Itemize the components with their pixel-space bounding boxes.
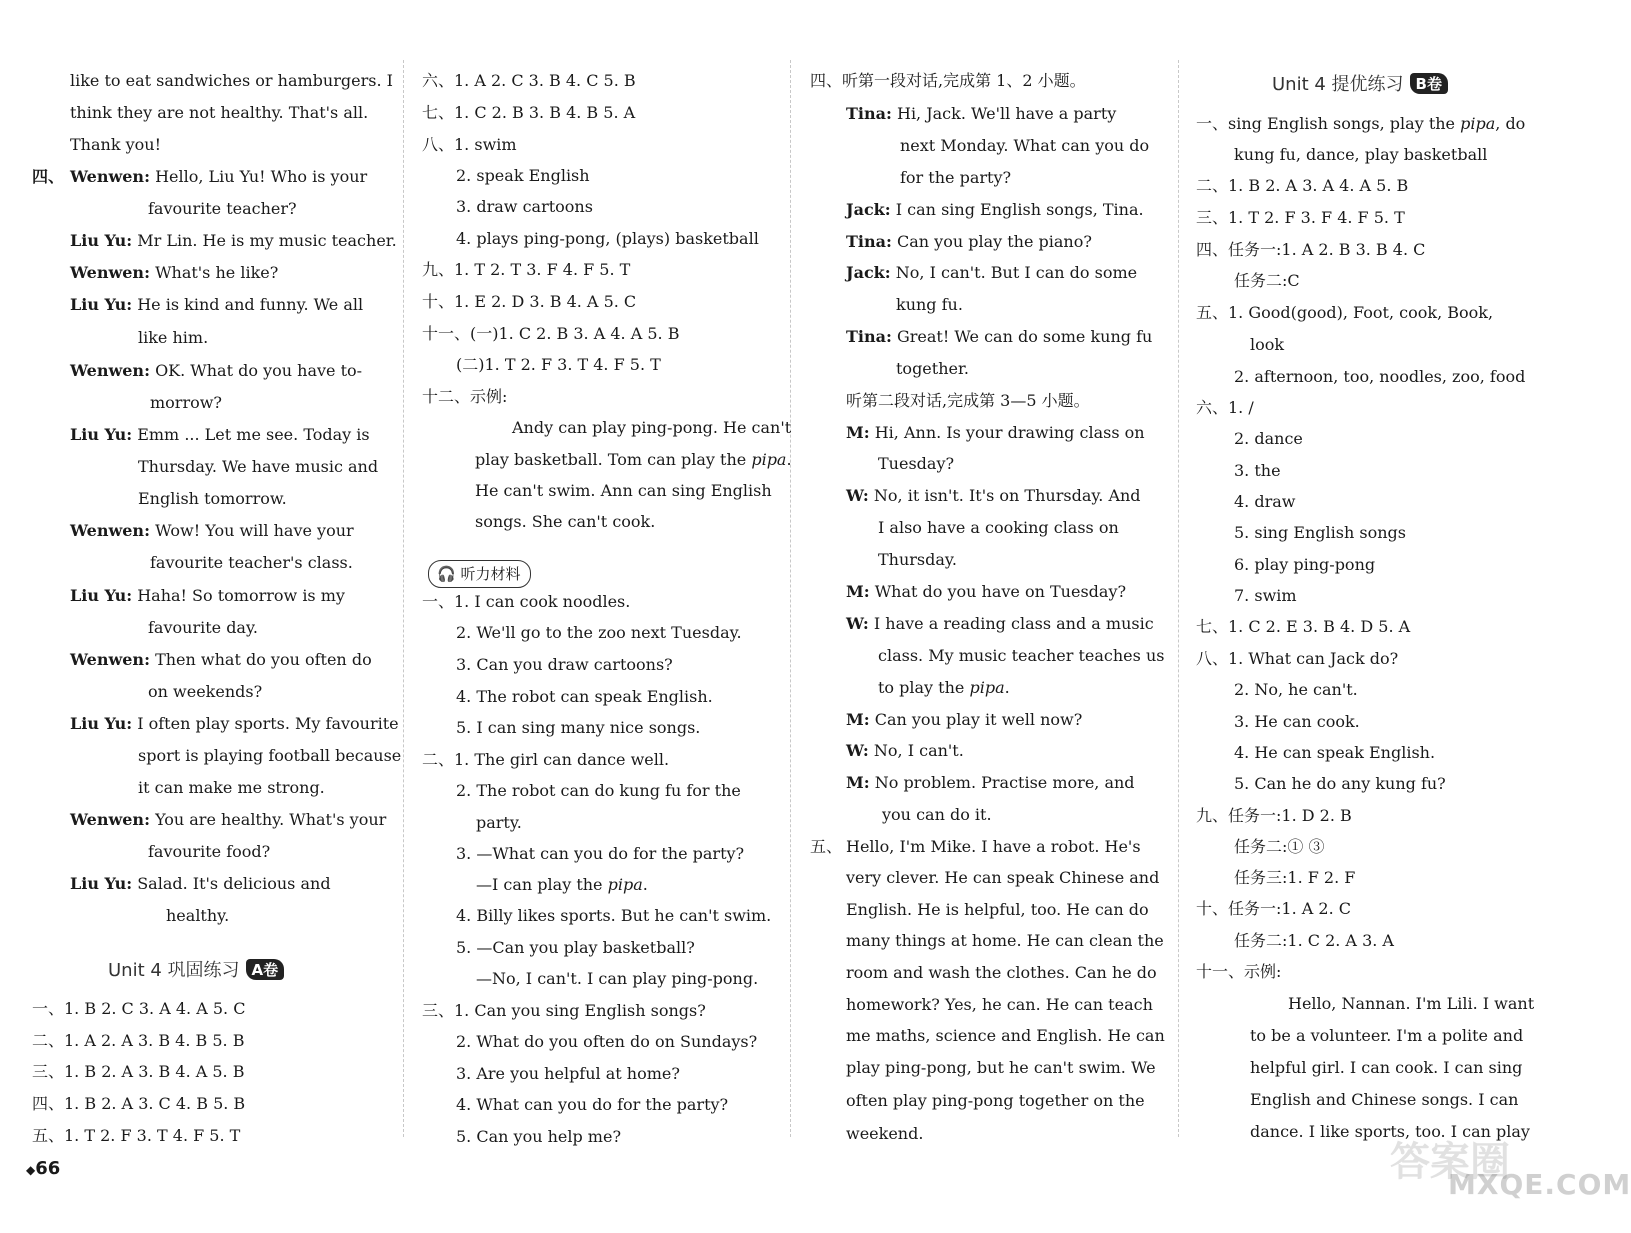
answer-item: 3. draw cartoons — [456, 197, 593, 216]
answer-row: 四、任务一:1. A 2. B 3. B 4. C — [1196, 240, 1426, 259]
leaf-icon: ◆ — [26, 1163, 36, 1177]
speaker-name: W: — [846, 486, 869, 505]
script-line: 3. Are you helpful at home? — [456, 1064, 680, 1083]
script-line: 5. —Can you play basketball? — [456, 938, 695, 957]
speech-text: morrow? — [150, 393, 223, 412]
answer-item: look — [1250, 335, 1285, 354]
speech-text: Salad. It's delicious and — [137, 874, 331, 893]
dialogue-line — [70, 360, 362, 382]
speech-text: next Monday. What can you do — [900, 136, 1150, 155]
section-number: 五、 — [810, 837, 843, 856]
speaker-name: Jack: — [846, 263, 891, 282]
script-line: 4. What can you do for the party? — [456, 1095, 729, 1114]
speech-text: No, it isn't. It's on Thursday. And — [873, 486, 1141, 505]
answer-item: 7. swim — [1234, 586, 1297, 605]
answer-row: 九、任务一:1. D 2. B — [1196, 806, 1352, 825]
speech-text: No, I can't. But I can do some — [895, 263, 1138, 282]
speech-text: Great! We can do some kung fu — [896, 327, 1153, 346]
answer-row: 三、1. B 2. A 3. B 4. A 5. B — [32, 1062, 245, 1081]
answer-item: 任务二:① ③ — [1234, 837, 1325, 856]
dialogue-line — [70, 424, 370, 446]
speech-text: I have a reading class and a music — [873, 614, 1154, 633]
answer-item: 任务二:C — [1234, 271, 1300, 290]
speaker-name: Tina: — [846, 232, 892, 251]
dialogue-line — [70, 713, 399, 735]
speaker-name: Wenwen: — [70, 810, 150, 829]
speaker-name: W: — [846, 614, 869, 633]
script-line: 3. —What can you do for the party? — [456, 844, 745, 863]
answer-item: 任务二:1. C 2. A 3. A — [1234, 931, 1394, 950]
speech-text: Hi, Ann. Is your drawing class on — [874, 423, 1145, 442]
dialogue-line — [846, 485, 1141, 507]
paragraph-line: English. He is helpful, too. He can do — [846, 900, 1149, 919]
speech-text: You are healthy. What's your — [155, 810, 387, 829]
speech-text: Hi, Jack. We'll have a party — [896, 104, 1117, 123]
speech-text: on weekends? — [148, 682, 263, 701]
script-line: 2. The robot can do kung fu for the — [456, 781, 741, 800]
speech-text: Haha! So tomorrow is my — [137, 586, 345, 605]
section-heading: 四、听第一段对话,完成第 1、2 小题。 — [810, 71, 1086, 90]
sample-text: Andy can play ping-pong. He can't — [512, 418, 792, 437]
listening-label-text: 听力材料 — [460, 565, 521, 583]
script-line: party. — [476, 813, 522, 832]
speech-text: Can you play it well now? — [874, 710, 1083, 729]
speech-text: favourite day. — [148, 618, 258, 637]
answer-item: 2. dance — [1234, 429, 1303, 448]
speaker-name: Wenwen: — [70, 650, 150, 669]
speech-text: class. My music teacher teaches us — [878, 646, 1165, 665]
speaker-name: W: — [846, 741, 869, 760]
column-divider-2 — [790, 60, 791, 1137]
dialogue-line — [846, 422, 1145, 444]
speaker-name: Wenwen: — [70, 167, 150, 186]
dialogue-line — [846, 326, 1152, 348]
text-part: . — [642, 875, 648, 894]
dialogue-line — [846, 581, 1126, 603]
paragraph-line: room and wash the clothes. Can he do — [846, 963, 1157, 982]
column-divider-3 — [1178, 60, 1179, 1137]
paragraph-line: very clever. He can speak Chinese and — [846, 868, 1160, 887]
speech-text: No problem. Practise more, and — [874, 773, 1135, 792]
answer-item: 2. No, he can't. — [1234, 680, 1358, 699]
speech-text: I often play sports. My favourite — [137, 714, 399, 733]
speech-text: No, I can't. — [873, 741, 964, 760]
answer-row: 二、1. A 2. A 3. B 4. B 5. B — [32, 1031, 245, 1050]
speech-text: What do you have on Tuesday? — [874, 582, 1127, 601]
text-part: —I can play the — [476, 875, 608, 894]
text-part: . — [1004, 678, 1010, 697]
level-badge: A卷 — [246, 959, 285, 980]
answer-row: 五、1. T 2. F 3. T 4. F 5. T — [32, 1126, 241, 1145]
paragraph-line: often play ping-pong together on the — [846, 1091, 1145, 1110]
text-line: think they are not healthy. That's all. — [70, 103, 369, 122]
text-part: 一、sing English songs, play the — [1196, 114, 1461, 133]
speech-text: Hello, Liu Yu! Who is your — [155, 167, 368, 186]
answer-item: 2. afternoon, too, noodles, zoo, food — [1234, 367, 1526, 386]
dialogue-line — [70, 649, 372, 671]
answer-item: kung fu, dance, play basketball — [1234, 145, 1488, 164]
answer-row: 十一、示例: — [1196, 962, 1282, 981]
speech-text: English tomorrow. — [138, 489, 287, 508]
watermark: MXQE.COM — [1448, 1168, 1631, 1201]
speaker-name: Jack: — [846, 200, 891, 219]
dialogue-line — [846, 740, 964, 762]
paragraph-line: play ping-pong, but he can't swim. We — [846, 1058, 1156, 1077]
speaker-name: Wenwen: — [70, 521, 150, 540]
dialogue-line — [70, 230, 397, 252]
unit-title — [1272, 70, 1448, 96]
speech-text: I also have a cooking class on — [878, 518, 1119, 537]
script-line: 一、1. I can cook noodles. — [422, 592, 631, 611]
answer-item: 4. He can speak English. — [1234, 743, 1436, 762]
answer-item: 4. draw — [1234, 492, 1296, 511]
script-line: 三、1. Can you sing English songs? — [422, 1001, 706, 1020]
speech-text: healthy. — [166, 906, 230, 925]
speech-text: Emm ... Let me see. Today is — [137, 425, 370, 444]
speaker-name: M: — [846, 773, 870, 792]
speech-text: I can sing English songs, Tina. — [895, 200, 1144, 219]
dialogue-line — [846, 103, 1116, 125]
section-heading: 听第二段对话,完成第 3—5 小题。 — [846, 391, 1090, 410]
text-line: like to eat sandwiches or hamburgers. I — [70, 71, 393, 90]
speech-text: Thursday. — [878, 550, 957, 569]
answer-row: 一、1. B 2. C 3. A 4. A 5. C — [32, 999, 246, 1018]
text-part: , do — [1495, 114, 1526, 133]
dialogue-line — [70, 873, 331, 895]
paragraph-line: many things at home. He can clean the — [846, 931, 1164, 950]
speaker-name: Liu Yu: — [70, 231, 133, 250]
essay-line: helpful girl. I can cook. I can sing — [1250, 1058, 1523, 1077]
dialogue-line — [846, 199, 1144, 221]
page-number-text: 66 — [35, 1158, 61, 1179]
unit-title — [108, 956, 284, 982]
page-number — [26, 1158, 60, 1179]
speaker-name: Tina: — [846, 104, 892, 123]
speaker-name: Wenwen: — [70, 361, 150, 380]
dialogue-line — [70, 809, 386, 831]
answer-row: (二)1. T 2. F 3. T 4. F 5. T — [456, 355, 661, 374]
unit-title-text: Unit 4 巩固练习 — [108, 960, 240, 981]
answer-row: 六、1. / — [1196, 398, 1254, 417]
essay-line: English and Chinese songs. I can — [1250, 1090, 1519, 1109]
speaker-name: Liu Yu: — [70, 714, 133, 733]
speech-text: What's he like? — [155, 263, 279, 282]
unit-title-text: Unit 4 提优练习 — [1272, 74, 1404, 95]
speech-text: favourite food? — [148, 842, 271, 861]
speech-text: it can make me strong. — [138, 778, 325, 797]
dialogue-line — [846, 772, 1135, 794]
answer-row: 四、1. B 2. A 3. C 4. B 5. B — [32, 1094, 246, 1113]
speaker-name: M: — [846, 582, 870, 601]
answer-row: 二、1. B 2. A 3. A 4. A 5. B — [1196, 176, 1409, 195]
answer-row: 六、1. A 2. C 3. B 4. C 5. B — [422, 71, 636, 90]
italic-word: pipa — [1460, 114, 1496, 133]
speech-text: Then what do you often do — [155, 650, 372, 669]
dialogue-line — [846, 262, 1137, 284]
answer-row: 七、1. C 2. E 3. B 4. D 5. A — [1196, 617, 1411, 636]
speech-text: sport is playing football because — [138, 746, 402, 765]
answer-row: 十、1. E 2. D 3. B 4. A 5. C — [422, 292, 637, 311]
sample-text — [475, 449, 792, 471]
speech-text: He is kind and funny. We all — [137, 295, 364, 314]
text-part: . — [786, 450, 792, 469]
level-badge: B卷 — [1410, 73, 1448, 94]
dialogue-line — [70, 166, 367, 188]
script-line — [476, 874, 648, 896]
answer-row: 十一、(一)1. C 2. B 3. A 4. A 5. B — [422, 324, 680, 343]
speech-text — [878, 677, 1010, 699]
dialogue-line — [70, 294, 363, 316]
speech-text: like him. — [138, 328, 209, 347]
answer-row: 十二、示例: — [422, 387, 508, 406]
script-line: 2. What do you often do on Sundays? — [456, 1032, 758, 1051]
sample-text: He can't swim. Ann can sing English — [475, 481, 772, 500]
speech-text: Can you play the piano? — [896, 232, 1092, 251]
essay-line: Hello, Nannan. I'm Lili. I want — [1288, 994, 1535, 1013]
essay-line: to be a volunteer. I'm a polite and — [1250, 1026, 1524, 1045]
listening-material-label — [428, 560, 531, 588]
answer-row: 九、1. T 2. T 3. F 4. F 5. T — [422, 260, 631, 279]
sample-text: songs. She can't cook. — [475, 512, 656, 531]
speech-text: favourite teacher's class. — [150, 553, 353, 572]
speech-text: kung fu. — [896, 295, 963, 314]
speech-text: Wow! You will have your — [155, 521, 354, 540]
speech-text: together. — [896, 359, 969, 378]
speech-text: you can do it. — [882, 805, 992, 824]
speaker-name: M: — [846, 710, 870, 729]
dialogue-line — [846, 709, 1082, 731]
answer-row: 三、1. T 2. F 3. F 4. F 5. T — [1196, 208, 1405, 227]
speaker-name: Liu Yu: — [70, 586, 133, 605]
answer-row — [1196, 113, 1525, 135]
speech-text: for the party? — [900, 168, 1012, 187]
dialogue-line — [70, 262, 278, 284]
speech-text: favourite teacher? — [148, 199, 297, 218]
speaker-name: M: — [846, 423, 870, 442]
answer-row: 五、1. Good(good), Foot, cook, Book, — [1196, 303, 1494, 322]
answer-row: 七、1. C 2. B 3. B 4. B 5. A — [422, 103, 636, 122]
speech-text: Tuesday? — [878, 454, 955, 473]
paragraph-line: homework? Yes, he can. He can teach — [846, 995, 1153, 1014]
italic-word: pipa — [607, 875, 643, 894]
script-line: 二、1. The girl can dance well. — [422, 750, 670, 769]
script-line: 4. Billy likes sports. But he can't swim. — [456, 906, 772, 925]
headphones-icon: 🎧 — [437, 565, 456, 583]
answer-item: 4. plays ping-pong, (plays) basketball — [456, 229, 759, 248]
dialogue-line — [846, 613, 1154, 635]
speech-text: Mr Lin. He is my music teacher. — [137, 231, 397, 250]
answer-item: 5. Can he do any kung fu? — [1234, 774, 1446, 793]
answer-item: 3. the — [1234, 461, 1281, 480]
speech-text: OK. What do you have to- — [155, 361, 363, 380]
dialogue-line — [846, 231, 1092, 253]
speaker-name: Wenwen: — [70, 263, 150, 282]
italic-word: pipa — [969, 678, 1005, 697]
dialogue-line — [70, 585, 345, 607]
speech-text: Thursday. We have music and — [138, 457, 379, 476]
speaker-name: Liu Yu: — [70, 295, 133, 314]
paragraph-line: weekend. — [846, 1124, 924, 1143]
script-line: —No, I can't. I can play ping-pong. — [476, 969, 759, 988]
dialogue-line — [70, 520, 354, 542]
script-line: 3. Can you draw cartoons? — [456, 655, 673, 674]
answer-item: 6. play ping-pong — [1234, 555, 1376, 574]
answer-item: 3. He can cook. — [1234, 712, 1360, 731]
italic-word: pipa — [751, 450, 787, 469]
section-number: 四、 — [32, 167, 65, 186]
essay-line: dance. I like sports, too. I can play — [1250, 1122, 1530, 1141]
text-part: play basketball. Tom can play the — [475, 450, 752, 469]
paragraph-line: me maths, science and English. He can — [846, 1026, 1165, 1045]
script-line: 5. Can you help me? — [456, 1127, 622, 1146]
answer-item: 5. sing English songs — [1234, 523, 1406, 542]
script-line: 2. We'll go to the zoo next Tuesday. — [456, 623, 742, 642]
speaker-name: Liu Yu: — [70, 874, 133, 893]
script-line: 5. I can sing many nice songs. — [456, 718, 701, 737]
answer-item: 任务三:1. F 2. F — [1234, 868, 1356, 887]
script-line: 4. The robot can speak English. — [456, 687, 713, 706]
answer-row: 八、1. What can Jack do? — [1196, 649, 1399, 668]
speaker-name: Liu Yu: — [70, 425, 133, 444]
column-divider-1 — [403, 60, 404, 1137]
text-line: Thank you! — [70, 135, 162, 154]
answer-row: 十、任务一:1. A 2. C — [1196, 899, 1351, 918]
answer-row: 八、1. swim — [422, 135, 517, 154]
watermark-logo: 答案圈 — [1390, 1139, 1510, 1185]
speaker-name: Tina: — [846, 327, 892, 346]
answer-item: 2. speak English — [456, 166, 590, 185]
paragraph-line: Hello, I'm Mike. I have a robot. He's — [846, 837, 1141, 856]
text-part: to play the — [878, 678, 970, 697]
